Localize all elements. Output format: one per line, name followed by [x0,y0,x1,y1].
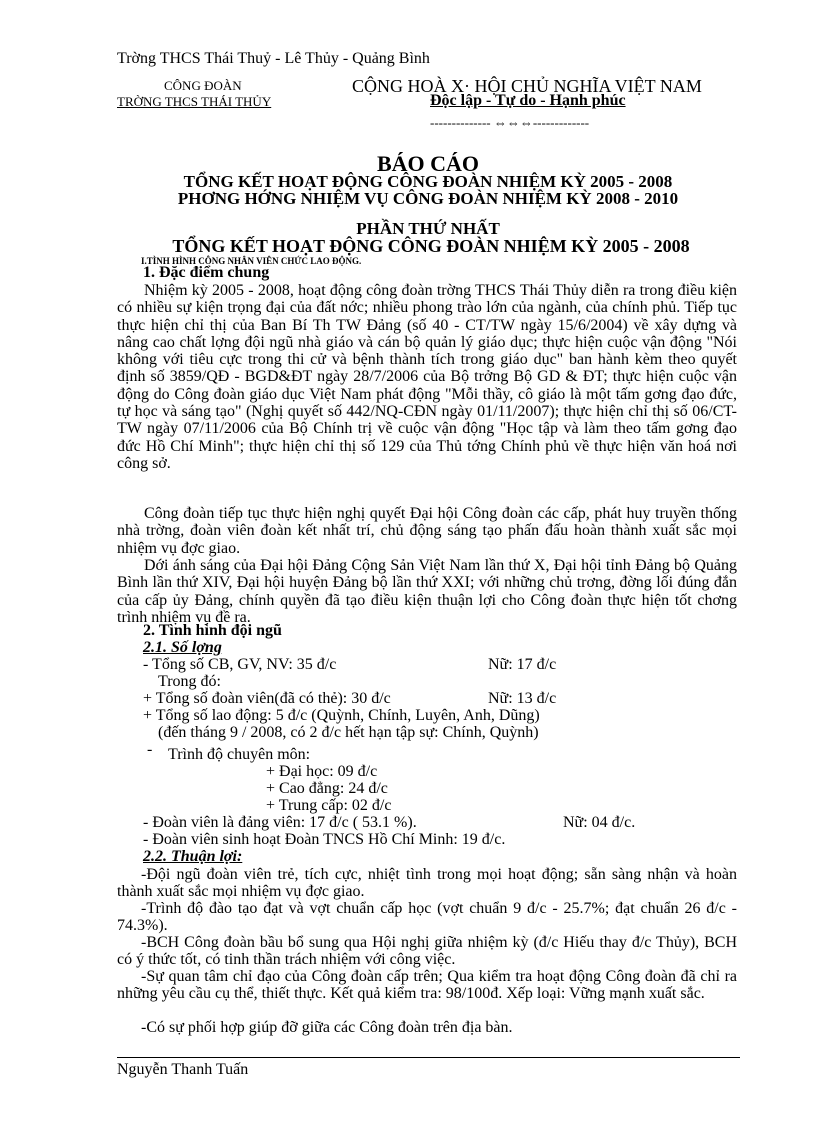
section-i-heading: I.TÌNH HÌNH CÔNG NHÂN VIÊN CHỨC LAO ĐỘNG. [141,256,362,266]
paragraph-2: Công đoàn tiếp tục thực hiện nghị quyết Đại hội Công đoàn các cấp, phát huy truyền thống nhà trờng, đoàn viên đoàn kết nhất trí, chủ động sáng tạo phấn đấu hoàn thành xuất sắc mọi nhiệm vụ đợc giao. [117,505,737,557]
section-2-heading: 2. Tình hình đội ngũ [143,622,282,639]
among-label: Trong đó: [158,673,221,690]
header-ornament: -------------- ⇔⇔⇔------------- [430,115,590,130]
advantage-3: -BCH Công đoàn bầu bổ sung qua Hội nghị giữa nhiệm kỳ (đ/c Hiếu thay đ/c Thủy), BCH có ý thức tốt, có tinh thần trách nhiệm với công việc. [117,934,737,969]
nation-title: CỘNG HOÀ X· HỘI CHỦ NGHĨA VIỆT NAM [352,76,702,96]
union-name: CÔNG ĐOÀN [164,78,242,93]
paragraph-1: Nhiệm kỳ 2005 - 2008, hoạt động công đoàn trờng THCS Thái Thủy diễn ra trong điều kiện có nhiều sự kiện trọng đại của đất nớc; nhiều phong trào lớn của ngành, của chính phủ. Tiếp tục thực hiện chỉ thị của Ban Bí Th TW Đảng (số 40 - CT/TW ngày 15/6/2004) về xây dựng và nâng cao chất lợng đội ngũ nhà giáo và cán bộ quản lý giáo dục; thực hiện cuộc vận động "Nói không với tiêu cực trong thi cử và bệnh thành tích trong giáo dục" ban hành kèm theo quyết định số 3859/QĐ - BGD&ĐT ngày 28/7/2006 của Bộ trởng Bộ GD & ĐT; thực hiện cuộc vận động do Công đoàn giáo dục Việt Nam phát động "Mỗi thầy, cô giáo là một tấm gơng đạo đức, tự học và sáng tạo" (Nghị quyết số 442/NQ-CĐN ngày 01/11/2007); thực hiện chỉ thị số 06/CT-TW ngày 07/11/2006 của Bộ Chính trị về cuộc vận động "Học tập và làm theo tấm gơng đạo đức Hồ Chí Minh"; thực hiện chỉ thị số 129 của Thủ tớng Chính phủ về thực hiện văn hoá nơi công sở. [117,282,737,472]
qualification-college: + Cao đẳng: 24 đ/c [266,780,388,797]
report-title: BÁO CÁO [376,151,480,176]
qualification-bullet: - [147,741,153,758]
nation-motto: Độc lập - Tự do - Hạnh phúc [430,92,626,109]
paragraph-3: Dới ánh sáng của Đại hội Đảng Cộng Sản Việt Nam lần thứ X, Đại hội tỉnh Đảng bộ Quảng Bình lần thứ XIV, Đại hội huyện Đảng bộ lần thứ XXI; với những chủ trơng, đờng lối đúng đắn của cấp ủy Đảng, chính quyền đã tạo điều kiện thuận lợi cho Công đoàn thực hiện tốt chơng trình nhiệm vụ đề ra. [117,557,737,626]
subsection-2-1: 2.1. Số lợng [143,639,222,656]
union-members-female: Nữ: 13 đ/c [488,690,557,707]
qualification-university: + Đại học: 09 đ/c [266,763,378,780]
total-staff-female: Nữ: 17 đ/c [488,656,557,673]
report-subtitle-1: TỔNG KẾT HOẠT ĐỘNG CÔNG ĐOÀN NHIỆM KỲ 2005 - 2008 [183,172,673,191]
footer-author: Nguyễn Thanh Tuấn [117,1061,249,1078]
union-school: TRỜNG THCS THÁI THỦY [117,94,272,109]
workers: + Tổng số lao động: 5 đ/c (Quỳnh, Chính, Luyên, Anh, Dũng) [143,707,540,724]
part-name: PHẦN THỨ NHẤT [356,219,500,238]
part-title: TỔNG KẾT HOẠT ĐỘNG CÔNG ĐOÀN NHIỆM KỲ 2005 - 2008 [172,236,690,256]
youth-members: - Đoàn viên sinh hoạt Đoàn TNCS Hồ Chí Minh: 19 đ/c. [143,831,506,848]
advantage-5: -Có sự phối hợp giúp đỡ giữa các Công đoàn trên địa bàn. [141,1019,513,1036]
report-subtitle-2: PHƠNG HỚNG NHIỆM VỤ CÔNG ĐOÀN NHIỆM KỲ 2008 - 2010 [177,189,679,208]
workers-note: (đến tháng 9 / 2008, có 2 đ/c hết hạn tập sự: Chính, Quỳnh) [158,724,539,741]
party-members-female: Nữ: 04 đ/c. [563,814,636,831]
subsection-2-2: 2.2. Thuận lợi: [143,848,243,865]
school-header-line: Trờng THCS Thái Thuỷ - Lê Thủy - Quảng Bình [117,50,430,67]
footer-divider [117,1057,740,1058]
party-members: - Đoàn viên là đảng viên: 17 đ/c ( 53.1 %). [143,814,417,831]
qualification-label: Trình độ chuyên môn: [168,746,311,763]
section-1-heading: 1. Đặc điểm chung [143,264,270,281]
qualification-secondary: + Trung cấp: 02 đ/c [266,797,392,814]
union-members: + Tổng số đoàn viên(đã có thẻ): 30 đ/c [143,690,391,707]
advantage-2: -Trình độ đào tạo đạt và vợt chuẩn cấp học (vợt chuẩn 9 đ/c - 25.7%; đạt chuẩn 26 đ/c - 74.3%). [117,900,737,935]
advantage-1: -Đội ngũ đoàn viên trẻ, tích cực, nhiệt tình trong mọi hoạt động; sẵn sàng nhận và hoàn thành xuất sắc mọi nhiệm vụ đợc giao. [117,866,737,901]
total-staff: - Tổng số CB, GV, NV: 35 đ/c [143,656,337,673]
advantage-4: -Sự quan tâm chỉ đạo của Công đoàn cấp trên; Qua kiểm tra hoạt động Công đoàn đã chỉ ra những yêu cầu cụ thể, thiết thực. Kết quả kiểm tra: 98/100đ. Xếp loại: Vững mạnh xuất sắc. [117,968,737,1003]
